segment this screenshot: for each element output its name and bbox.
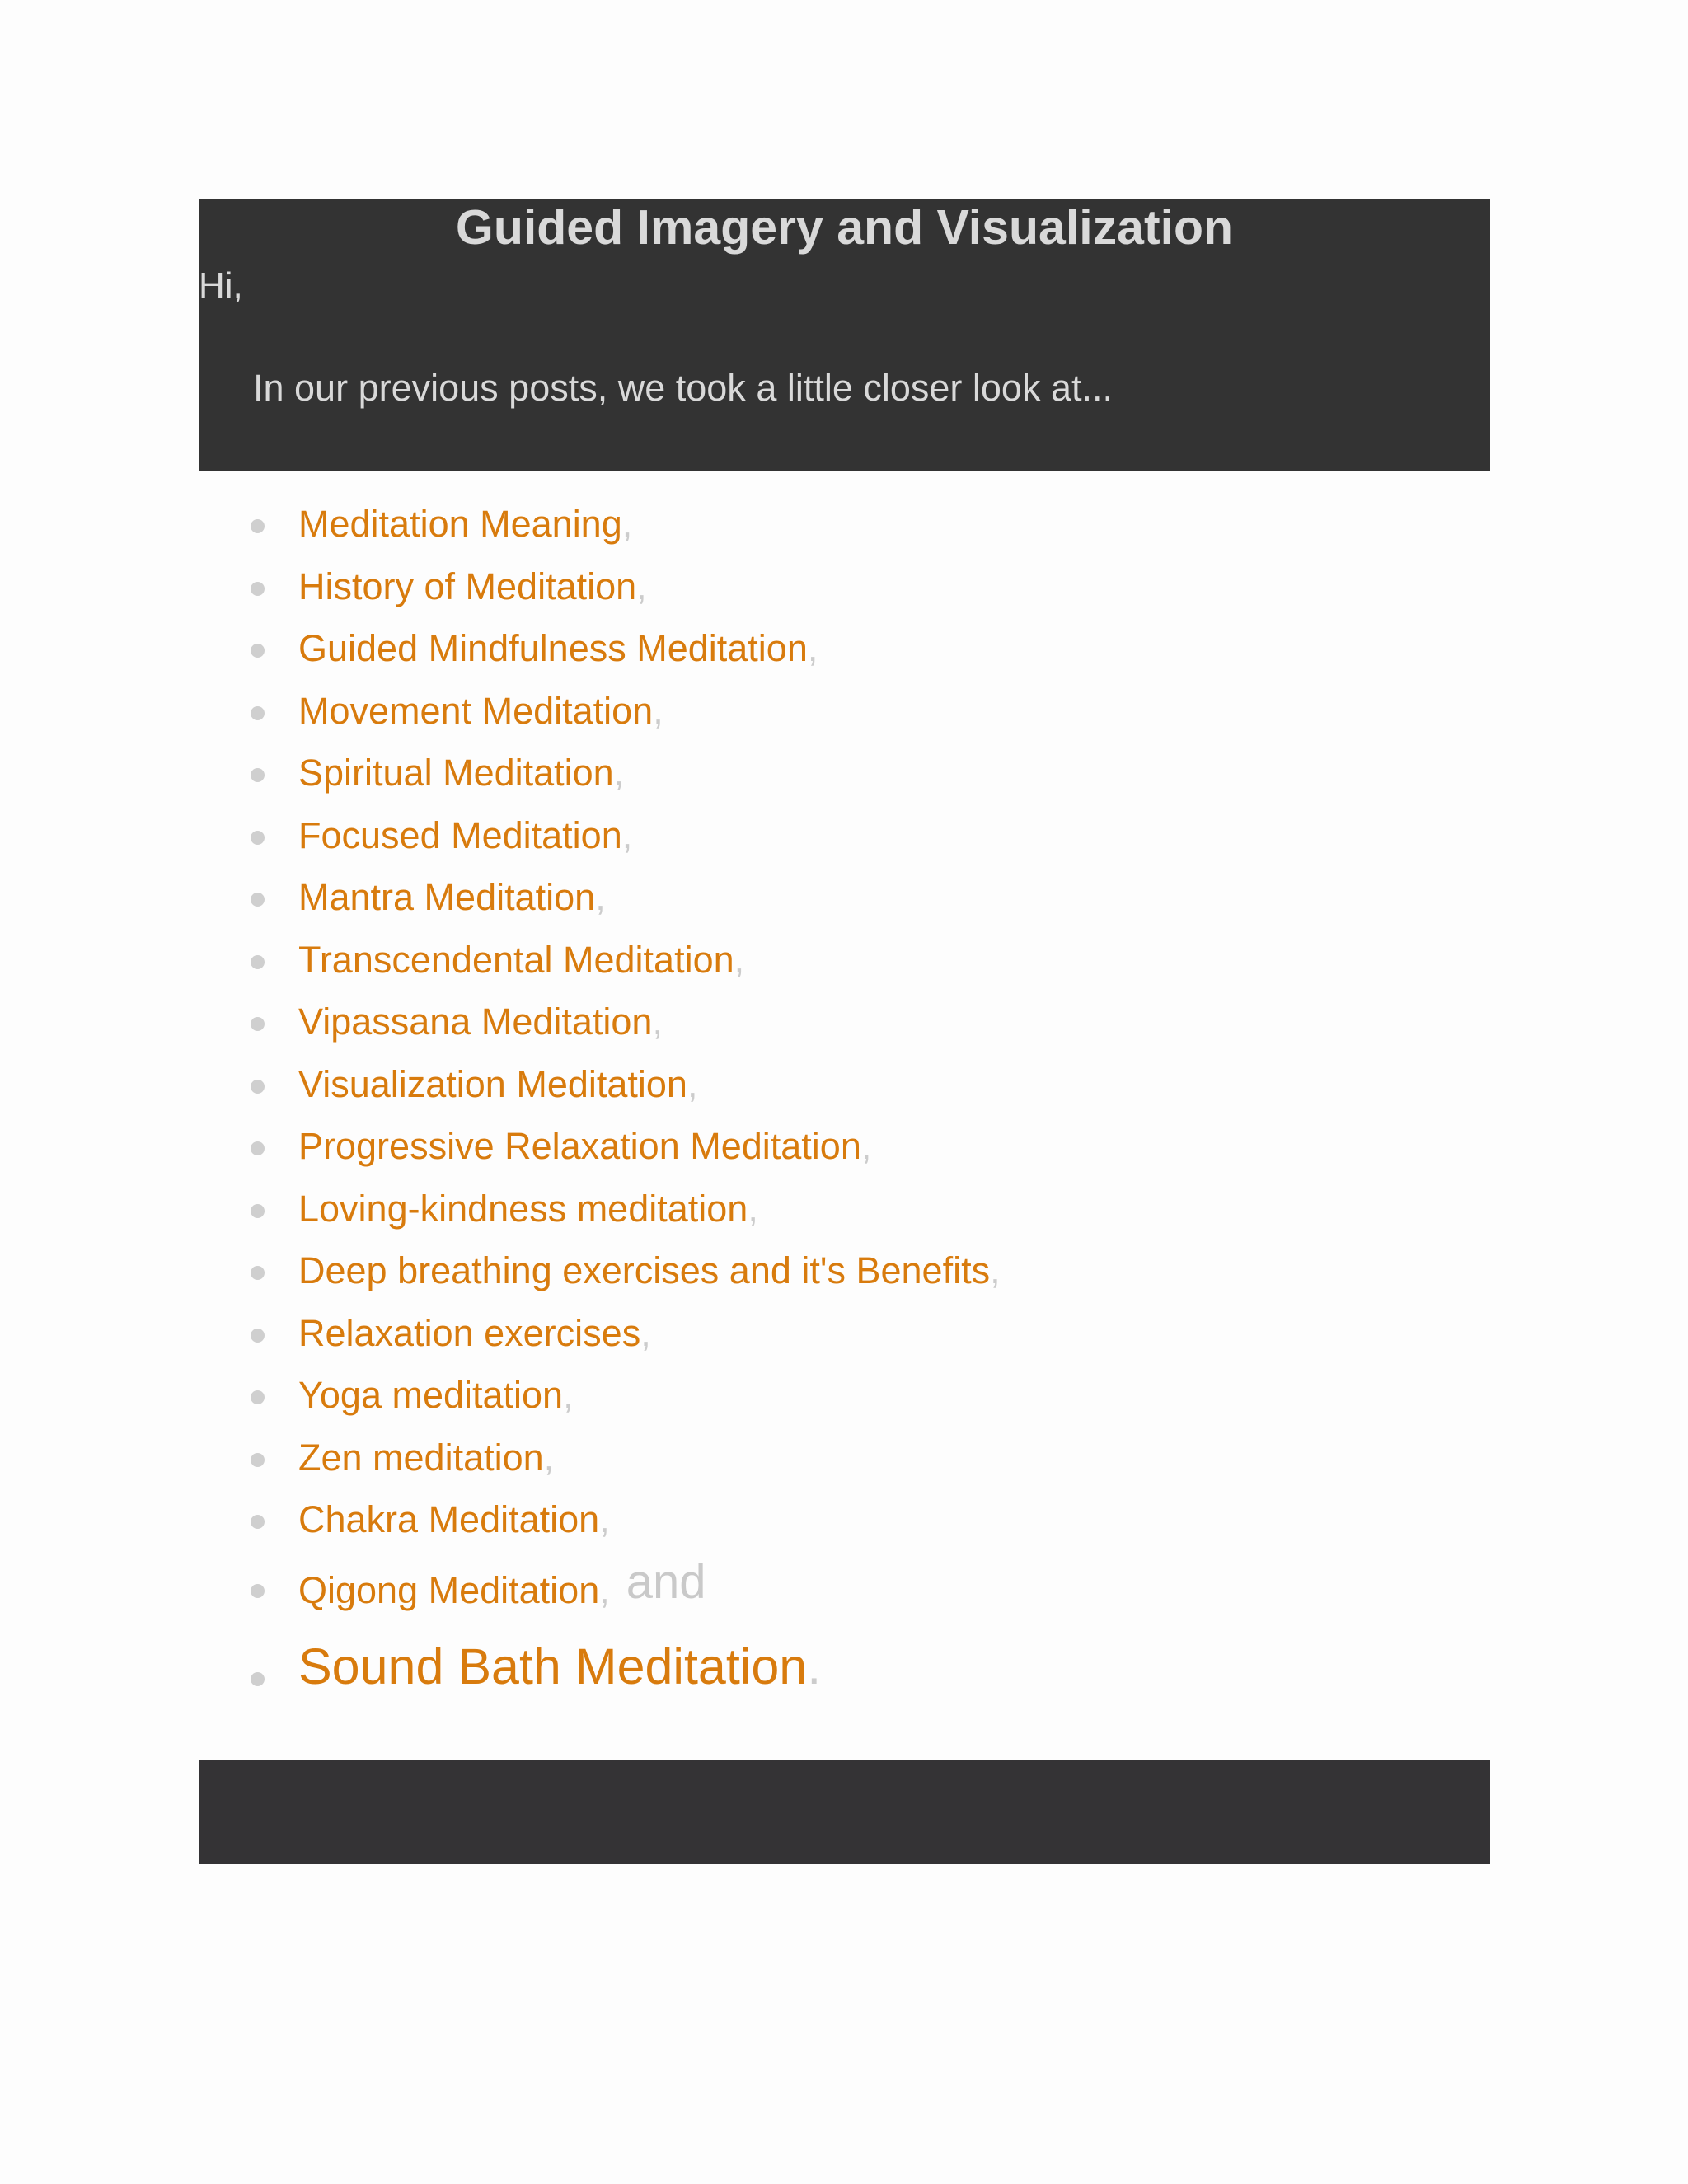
bullet-icon — [251, 1515, 265, 1529]
bullet-icon — [251, 831, 265, 845]
separator: , — [652, 1001, 663, 1043]
separator: , — [748, 1187, 758, 1230]
bullet-icon — [251, 1080, 265, 1094]
topic-link[interactable]: Yoga meditation — [298, 1374, 564, 1416]
topic-link[interactable]: Vipassana Meditation — [298, 1001, 653, 1043]
bullet-icon — [251, 582, 265, 596]
topic-link[interactable]: Spiritual Meditation — [298, 752, 614, 794]
separator: , — [636, 565, 647, 607]
topic-link[interactable]: History of Meditation — [298, 565, 637, 607]
footer-band — [199, 1760, 1490, 1864]
topic-link[interactable]: Progressive Relaxation Meditation — [298, 1125, 861, 1167]
bullet-icon — [251, 955, 265, 969]
topic-link[interactable]: Sound Bath Meditation — [298, 1638, 808, 1694]
bullet-icon — [251, 893, 265, 907]
greeting-text: Hi, — [199, 265, 243, 306]
bullet-icon — [251, 1453, 265, 1467]
bullet-icon — [251, 1390, 265, 1404]
bullet-icon — [251, 1017, 265, 1031]
topic-link[interactable]: Transcendental Meditation — [298, 938, 734, 981]
separator: , — [595, 876, 606, 918]
separator: , — [807, 627, 818, 669]
separator: . — [807, 1638, 822, 1694]
bullet-icon — [251, 1266, 265, 1280]
separator: , — [687, 1062, 698, 1105]
bullet-icon — [251, 1584, 265, 1598]
bullet-icon — [251, 1329, 265, 1343]
bullet-icon — [251, 1672, 265, 1686]
separator: , — [621, 503, 633, 545]
bullet-icon — [251, 1141, 265, 1155]
topic-link[interactable]: Loving-kindness meditation — [298, 1187, 748, 1230]
topic-link[interactable]: Mantra Meditation — [298, 876, 596, 918]
separator: , — [653, 689, 663, 732]
separator: , — [543, 1436, 555, 1479]
conjunction-text: and — [626, 1554, 706, 1609]
topic-link[interactable]: Chakra Meditation — [298, 1498, 600, 1540]
topic-link[interactable]: Visualization Meditation — [298, 1062, 687, 1105]
header-band — [199, 199, 1490, 471]
separator: , — [640, 1311, 651, 1354]
topic-link[interactable]: Meditation Meaning — [298, 503, 622, 545]
topic-link[interactable]: Focused Meditation — [298, 813, 622, 856]
separator: , — [613, 752, 625, 794]
topic-link[interactable]: Qigong Meditation — [298, 1568, 600, 1611]
topic-link[interactable]: Deep breathing exercises and it's Benefits — [298, 1249, 991, 1291]
topic-link[interactable]: Zen meditation — [298, 1436, 544, 1479]
bullet-icon — [251, 1204, 265, 1218]
bullet-icon — [251, 644, 265, 658]
page-title: Guided Imagery and Visualization — [455, 200, 1234, 255]
topic-link[interactable]: Guided Mindfulness Meditation — [298, 627, 808, 669]
bullet-icon — [251, 706, 265, 720]
separator: , — [563, 1374, 574, 1416]
bullet-icon — [251, 768, 265, 782]
separator: , — [599, 1568, 610, 1611]
separator: , — [621, 813, 633, 856]
topic-link[interactable]: Relaxation exercises — [298, 1311, 641, 1354]
separator: , — [860, 1125, 872, 1167]
separator: , — [599, 1498, 610, 1540]
intro-text: In our previous posts, we took a little closer look at... — [253, 367, 1113, 409]
separator: , — [734, 938, 745, 981]
bullet-icon — [251, 519, 265, 533]
topic-link[interactable]: Movement Meditation — [298, 689, 654, 732]
separator: , — [990, 1249, 1001, 1291]
